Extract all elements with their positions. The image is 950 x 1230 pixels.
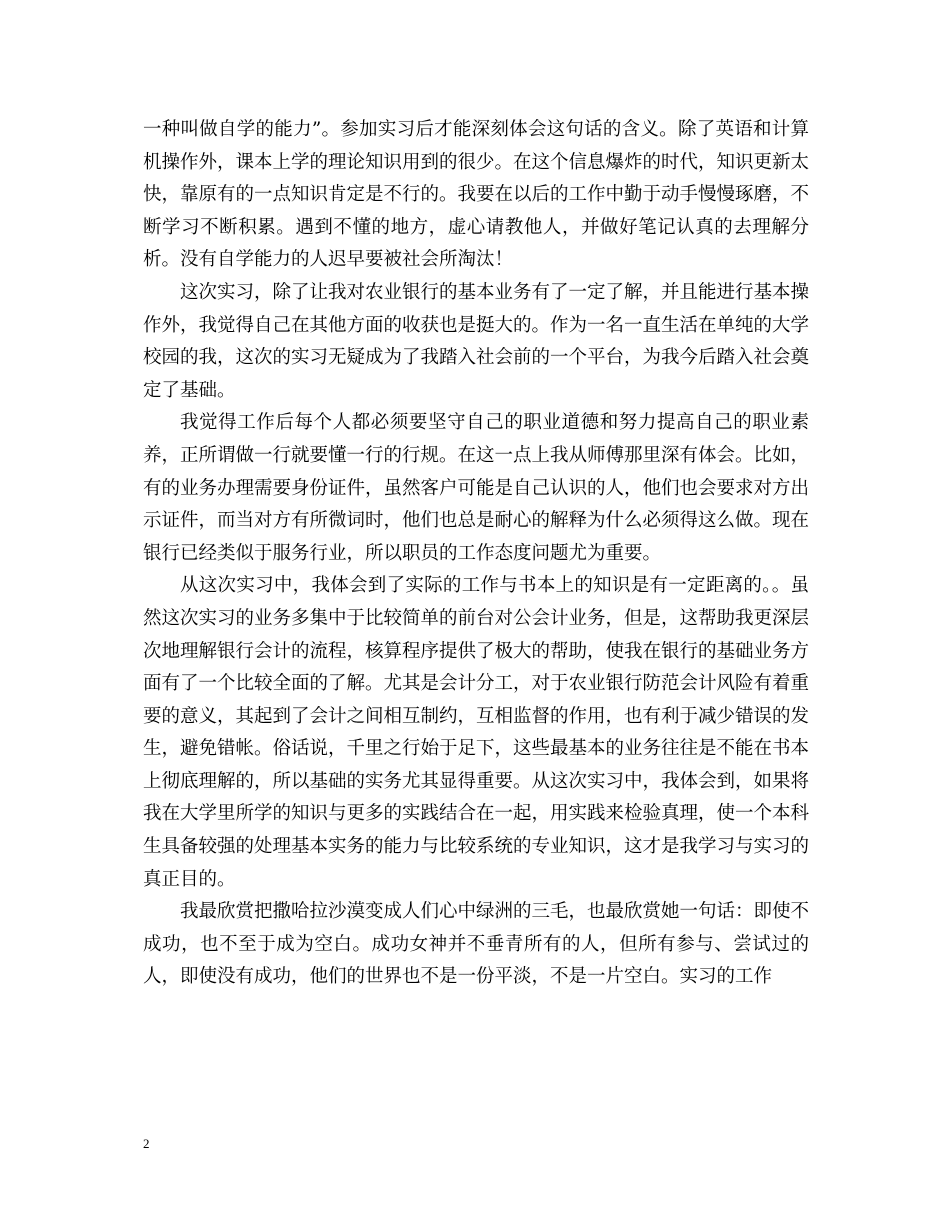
document-body (143, 114, 809, 994)
paragraph-3: 我觉得工作后每个人都必须要坚守自己的职业道德和努力提高自己的职业素养，正所谓做一行就要懂一行的行规。在这一点上我从师傅那里深有体会。比如，有的业务办理需要身份证件，虽然客户可能是自己认识的人，他们也会要求对方出示证件，而当对方有所微词时，他们也总是耐心的解释为什么必须得这么做。现在银行已经类似于服务行业，所以职员的工作态度问题尤为重要。 (143, 412, 810, 564)
page-number: 2 (143, 1136, 150, 1151)
paragraph-5: 我最欣赏把撒哈拉沙漠变成人们心中绿洲的三毛，也最欣赏她一句话：即使不成功，也不至于成为空白。成功女神并不垂青所有的人，但所有参与、尝试过的人，即使没有成功，他们的世界也不是一份平淡，不是一片空白。实习的工作 (143, 901, 810, 988)
paragraph-1: 一种叫做自学的能力”。参加实习后才能深刻体会这句话的含义。除了英语和计算机操作外，课本上学的理论知识用到的很少。在这个信息爆炸的时代，知识更新太快，靠原有的一点知识肯定是不行的。我要在以后的工作中勤于动手慢慢琢磨，不断学习不断积累。遇到不懂的地方，虚心请教他人，并做好笔记认真的去理解分析。没有自学能力的人迟早要被社会所淘汰！ (143, 119, 810, 271)
paragraph-4: 从这次实习中，我体会到了实际的工作与书本上的知识是有一定距离的。。虽然这次实习的业务多集中于比较简单的前台对公会计业务，但是，这帮助我更深层次地理解银行会计的流程，核算程序提供了极大的帮助，使我在银行的基础业务方面有了一个比较全面的了解。尤其是会计分工，对于农业银行防范会计风险有着重要的意义，其起到了会计之间相互制约，互相监督的作用，也有利于减少错误的发生，避免错帐。俗话说，千里之行始于足下，这些最基本的业务往往是不能在书本上彻底理解的，所以基础的实务尤其显得重要。从这次实习中，我体会到，如果将我在大学里所学的知识与更多的实践结合在一起，用实践来检验真理，使一个本科生具备较强的处理基本实务的能力与比较系统的专业知识，这才是我学习与实习的真正目的。 (143, 575, 810, 890)
paragraph-2: 这次实习，除了让我对农业银行的基本业务有了一定了解，并且能进行基本操作外，我觉得自己在其他方面的收获也是挺大的。作为一名一直生活在单纯的大学校园的我，这次的实习无疑成为了我踏入社会前的一个平台，为我今后踏入社会奠定了基础。 (143, 281, 810, 401)
